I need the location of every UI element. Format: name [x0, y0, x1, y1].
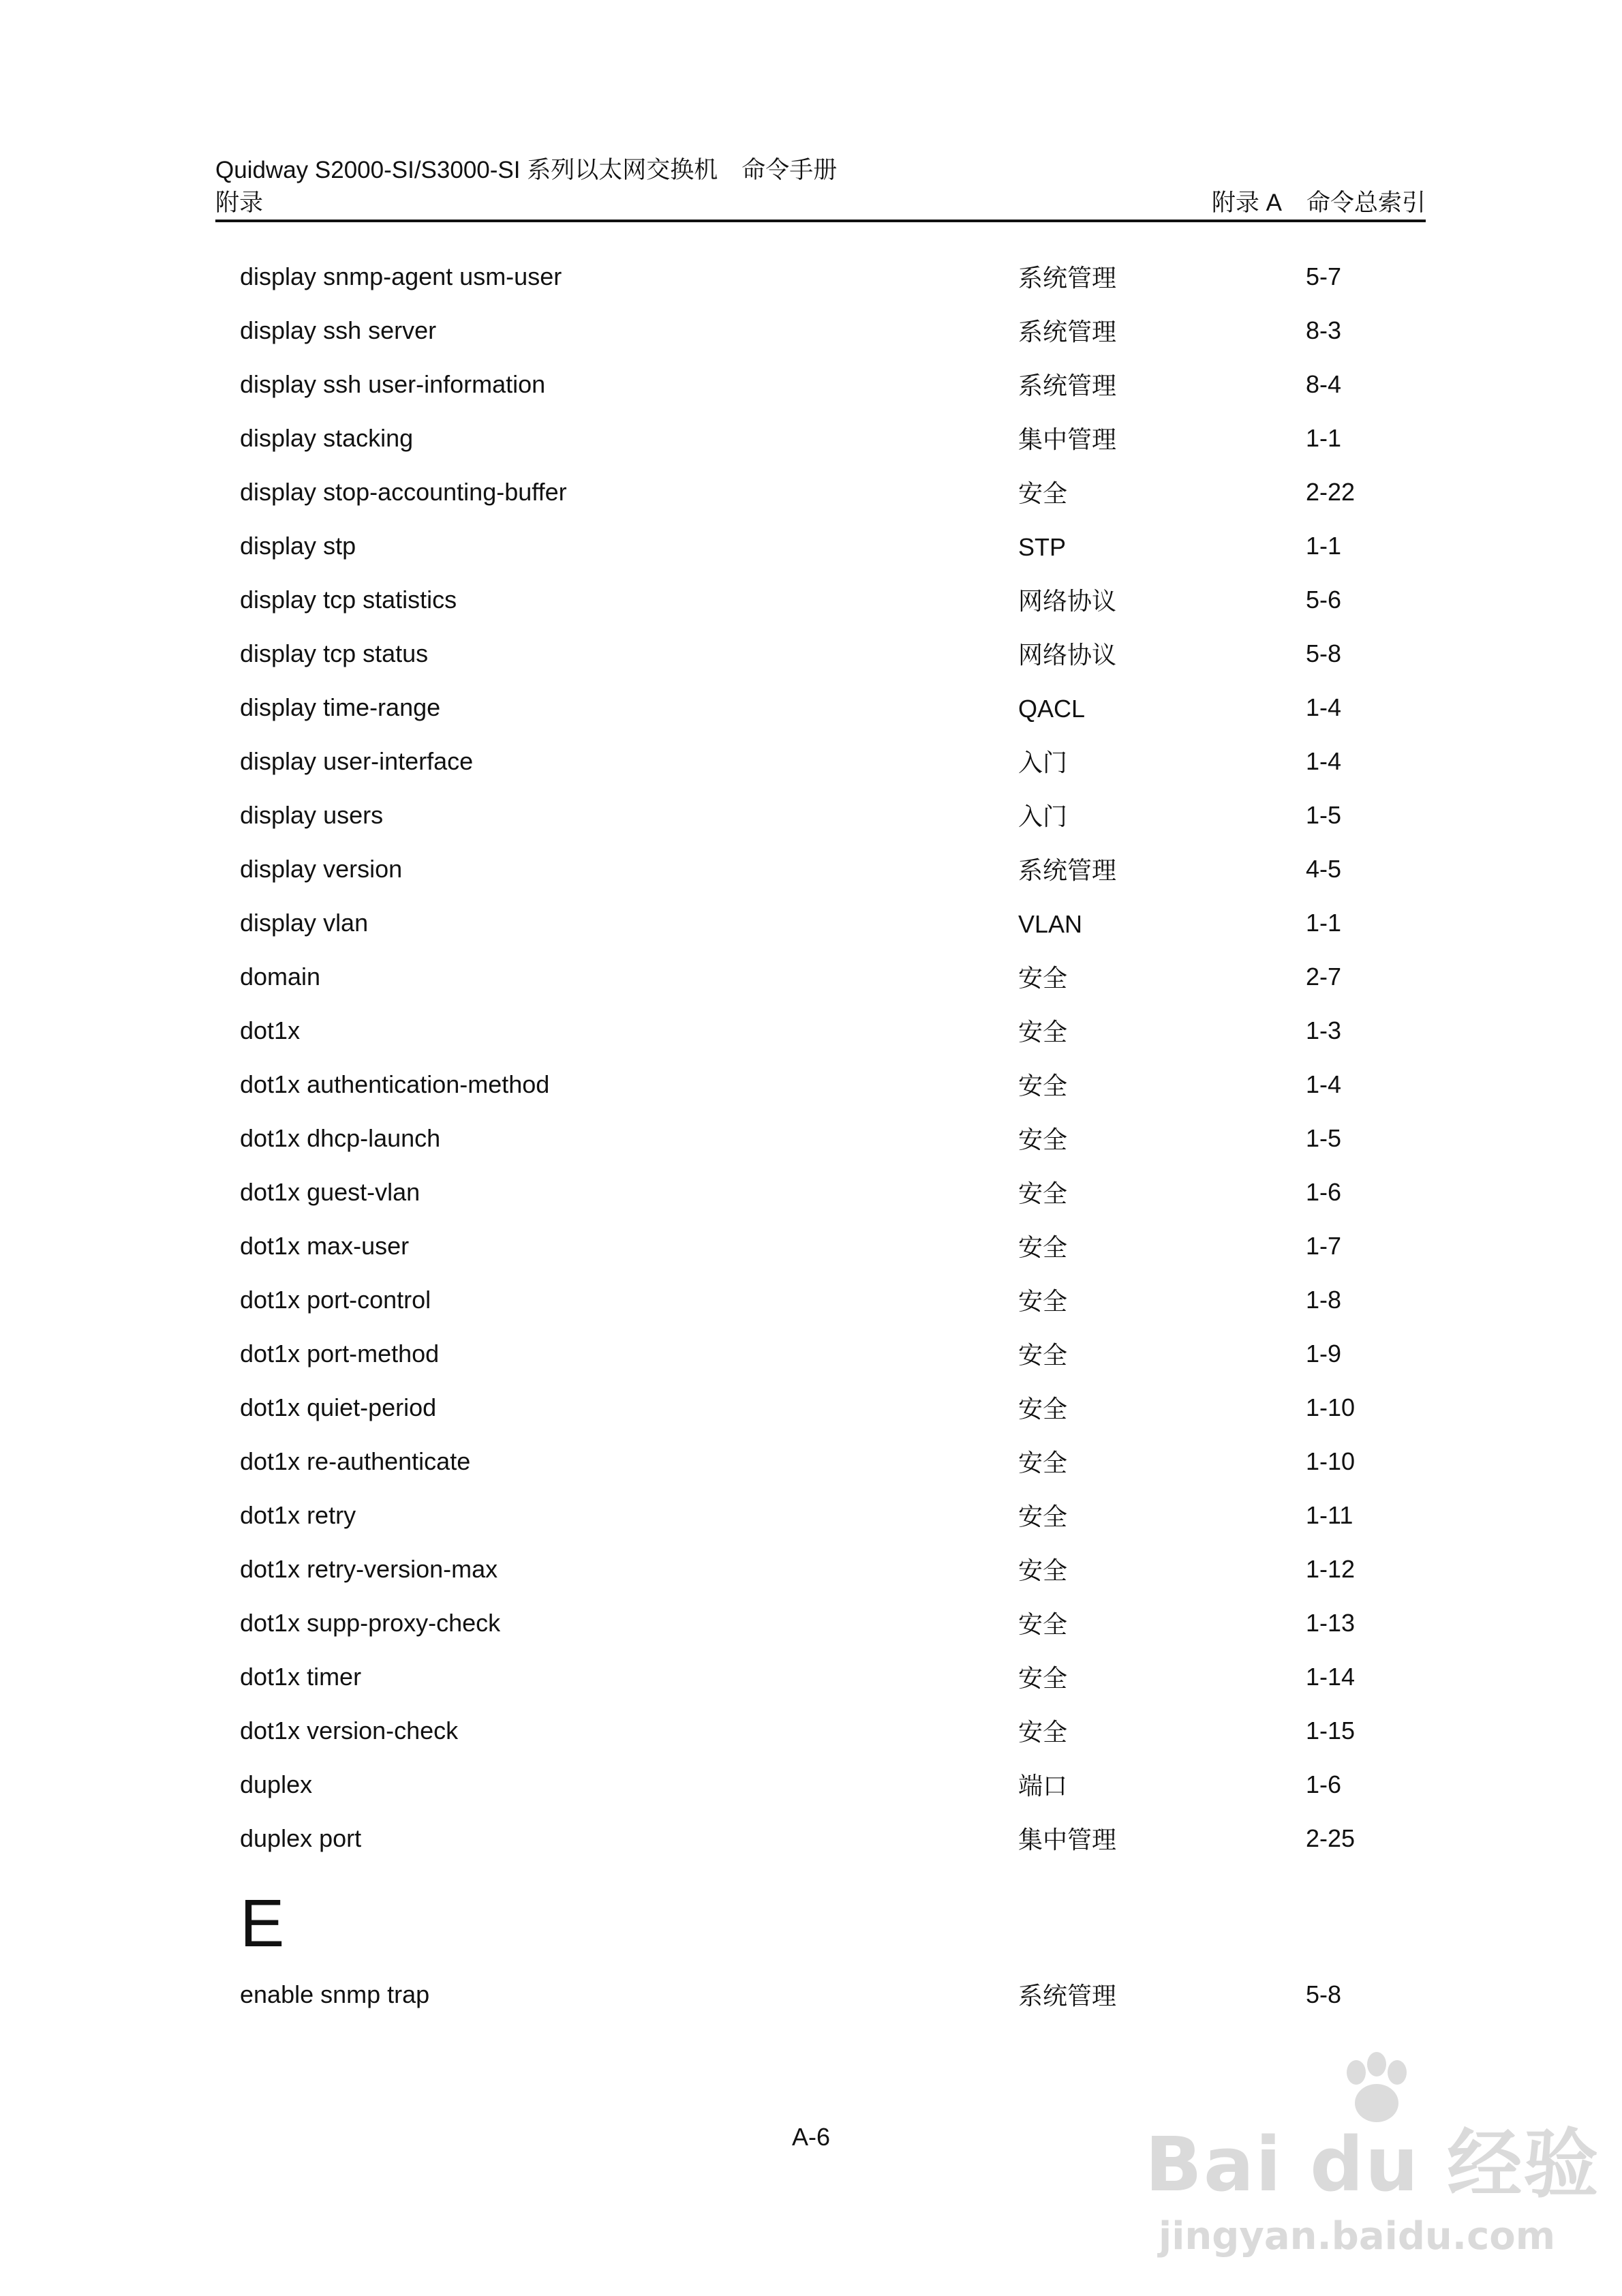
- command-category: 安全: [1018, 1610, 1068, 1638]
- command-category: 系统管理: [1018, 318, 1117, 346]
- command-page: 5-8: [1306, 639, 1342, 667]
- section-label: 附录: [215, 190, 264, 216]
- command-page: 1-10: [1306, 1393, 1356, 1421]
- index-row: [240, 956, 1426, 1010]
- index-row: [240, 472, 1426, 526]
- command-name: display vlan: [240, 909, 369, 937]
- command-page: 1-10: [1306, 1447, 1356, 1475]
- command-name: dot1x port-method: [240, 1340, 440, 1368]
- command-name: display ssh server: [240, 316, 437, 344]
- command-name: dot1x timer: [240, 1663, 362, 1691]
- index-rows-e: [240, 1974, 1426, 2028]
- command-category: 端口: [1018, 1772, 1068, 1800]
- index-row: [240, 633, 1426, 687]
- command-category: 安全: [1018, 1126, 1068, 1153]
- index-row: [240, 1441, 1426, 1495]
- command-category: 安全: [1018, 1287, 1068, 1315]
- command-page: 1-12: [1306, 1555, 1356, 1583]
- index-rows-d: [240, 256, 1426, 1872]
- command-category: 安全: [1018, 1718, 1068, 1746]
- command-name: dot1x quiet-period: [240, 1393, 437, 1421]
- command-page: 5-7: [1306, 262, 1342, 290]
- command-name: duplex port: [240, 1824, 362, 1852]
- command-page: 4-5: [1306, 855, 1342, 883]
- command-category: QACL: [1018, 695, 1086, 723]
- command-page: 1-5: [1306, 1124, 1342, 1152]
- command-category: 安全: [1018, 1502, 1068, 1530]
- command-page: 8-3: [1306, 316, 1342, 344]
- index-row: [240, 1657, 1426, 1710]
- index-row: [240, 1764, 1426, 1818]
- command-name: display users: [240, 801, 384, 829]
- command-page: 1-7: [1306, 1232, 1342, 1260]
- index-row: [240, 1387, 1426, 1441]
- command-category: 安全: [1018, 479, 1068, 507]
- index-row: [240, 579, 1426, 633]
- appendix-label: 附录 A: [1211, 190, 1282, 216]
- command-name: dot1x re-authenticate: [240, 1447, 471, 1475]
- command-category: 系统管理: [1018, 856, 1117, 884]
- command-category: 集中管理: [1018, 1826, 1117, 1854]
- command-page: 1-13: [1306, 1609, 1356, 1637]
- index-row: [240, 1118, 1426, 1172]
- index-row: [240, 1280, 1426, 1333]
- index-row: [240, 687, 1426, 741]
- command-page: 1-15: [1306, 1717, 1356, 1744]
- command-name: display tcp statistics: [240, 586, 457, 614]
- command-page: 2-22: [1306, 478, 1356, 506]
- command-page: 1-4: [1306, 747, 1342, 775]
- command-name: display stop-accounting-buffer: [240, 478, 567, 506]
- index-row: [240, 1333, 1426, 1387]
- command-page: 1-1: [1306, 424, 1342, 452]
- command-category: 安全: [1018, 1018, 1068, 1046]
- command-category: 入门: [1018, 802, 1068, 830]
- command-category: 安全: [1018, 1233, 1068, 1261]
- index-row: [240, 1010, 1426, 1064]
- command-name: display time-range: [240, 693, 441, 721]
- page-header: [215, 155, 1426, 222]
- command-page: 1-9: [1306, 1340, 1342, 1368]
- command-page: 1-8: [1306, 1286, 1342, 1314]
- index-row: [240, 1549, 1426, 1603]
- command-name: display stp: [240, 532, 356, 560]
- command-category: 系统管理: [1018, 264, 1117, 292]
- command-page: 1-1: [1306, 532, 1342, 560]
- command-name: display user-interface: [240, 747, 474, 775]
- command-category: VLAN: [1018, 910, 1083, 938]
- command-page: 2-25: [1306, 1824, 1356, 1852]
- command-category: 安全: [1018, 1395, 1068, 1423]
- command-category: 网络协议: [1018, 587, 1117, 615]
- index-row: [240, 526, 1426, 579]
- command-name: dot1x max-user: [240, 1232, 410, 1260]
- watermark-logo-text: Bai du 经验: [1145, 2121, 1600, 2208]
- index-row: [240, 849, 1426, 903]
- appendix-heading: [1212, 188, 1426, 218]
- page-number: A-6: [791, 2123, 831, 2151]
- command-page: 1-4: [1306, 693, 1342, 721]
- command-name: display ssh user-information: [240, 370, 546, 398]
- index-row: [240, 1172, 1426, 1226]
- command-name: dot1x guest-vlan: [240, 1178, 420, 1206]
- command-category: 网络协议: [1018, 641, 1117, 669]
- command-category: 安全: [1018, 1449, 1068, 1477]
- index-row: [240, 1495, 1426, 1549]
- command-page: 1-6: [1306, 1770, 1342, 1798]
- command-name: dot1x retry-version-max: [240, 1555, 498, 1583]
- command-page: 1-11: [1306, 1501, 1353, 1529]
- command-page: 1-3: [1306, 1016, 1342, 1044]
- index-row: [240, 741, 1426, 795]
- command-category: 安全: [1018, 1556, 1068, 1584]
- command-name: display version: [240, 855, 403, 883]
- command-category: 安全: [1018, 964, 1068, 992]
- index-row: [240, 1818, 1426, 1872]
- command-name: display snmp-agent usm-user: [240, 262, 562, 290]
- command-category: STP: [1018, 533, 1067, 561]
- command-name: dot1x: [240, 1016, 301, 1044]
- command-category: 安全: [1018, 1664, 1068, 1692]
- index-row: [240, 256, 1426, 310]
- command-name: display tcp status: [240, 639, 429, 667]
- command-page: 1-1: [1306, 909, 1342, 937]
- index-row: [240, 1974, 1426, 2028]
- command-name: duplex: [240, 1770, 313, 1798]
- command-page: 5-8: [1306, 1980, 1342, 2008]
- command-page: 1-6: [1306, 1178, 1342, 1206]
- index-row: [240, 795, 1426, 849]
- command-page: 1-14: [1306, 1663, 1356, 1691]
- manual-title: Quidway S2000-SI/S3000-SI 系列以太网交换机 命令手册: [215, 157, 838, 183]
- command-category: 安全: [1018, 1179, 1068, 1207]
- index-row: [240, 364, 1426, 418]
- index-row: [240, 1226, 1426, 1280]
- command-name: dot1x supp-proxy-check: [240, 1609, 501, 1637]
- watermark-url: jingyan.baidu.com: [1159, 2214, 1556, 2259]
- baidu-watermark: [1145, 2052, 1600, 2270]
- command-category: 集中管理: [1018, 425, 1117, 453]
- command-name: dot1x port-control: [240, 1286, 431, 1314]
- command-name: dot1x retry: [240, 1501, 356, 1529]
- index-row: [240, 418, 1426, 472]
- command-page: 2-7: [1306, 963, 1342, 991]
- index-row: [240, 1064, 1426, 1118]
- appendix-title: 命令总索引: [1306, 190, 1426, 216]
- command-index: [240, 256, 1426, 2028]
- command-name: domain: [240, 963, 321, 991]
- command-category: 系统管理: [1018, 372, 1117, 399]
- command-page: 1-4: [1306, 1070, 1342, 1098]
- command-category: 系统管理: [1018, 1982, 1117, 2010]
- index-row: [240, 1710, 1426, 1764]
- command-page: 1-5: [1306, 801, 1342, 829]
- command-name: dot1x authentication-method: [240, 1070, 550, 1098]
- index-row: [240, 903, 1426, 956]
- command-category: 入门: [1018, 749, 1068, 776]
- command-name: enable snmp trap: [240, 1980, 430, 2008]
- command-name: dot1x version-check: [240, 1717, 459, 1744]
- command-category: 安全: [1018, 1341, 1068, 1369]
- index-row: [240, 310, 1426, 364]
- command-name: dot1x dhcp-launch: [240, 1124, 441, 1152]
- command-category: 安全: [1018, 1072, 1068, 1100]
- command-page: 5-6: [1306, 586, 1342, 614]
- command-name: display stacking: [240, 424, 414, 452]
- index-row: [240, 1603, 1426, 1657]
- command-page: 8-4: [1306, 370, 1342, 398]
- section-letter-e: E: [240, 1886, 285, 1961]
- paw-icon: [1336, 2052, 1418, 2127]
